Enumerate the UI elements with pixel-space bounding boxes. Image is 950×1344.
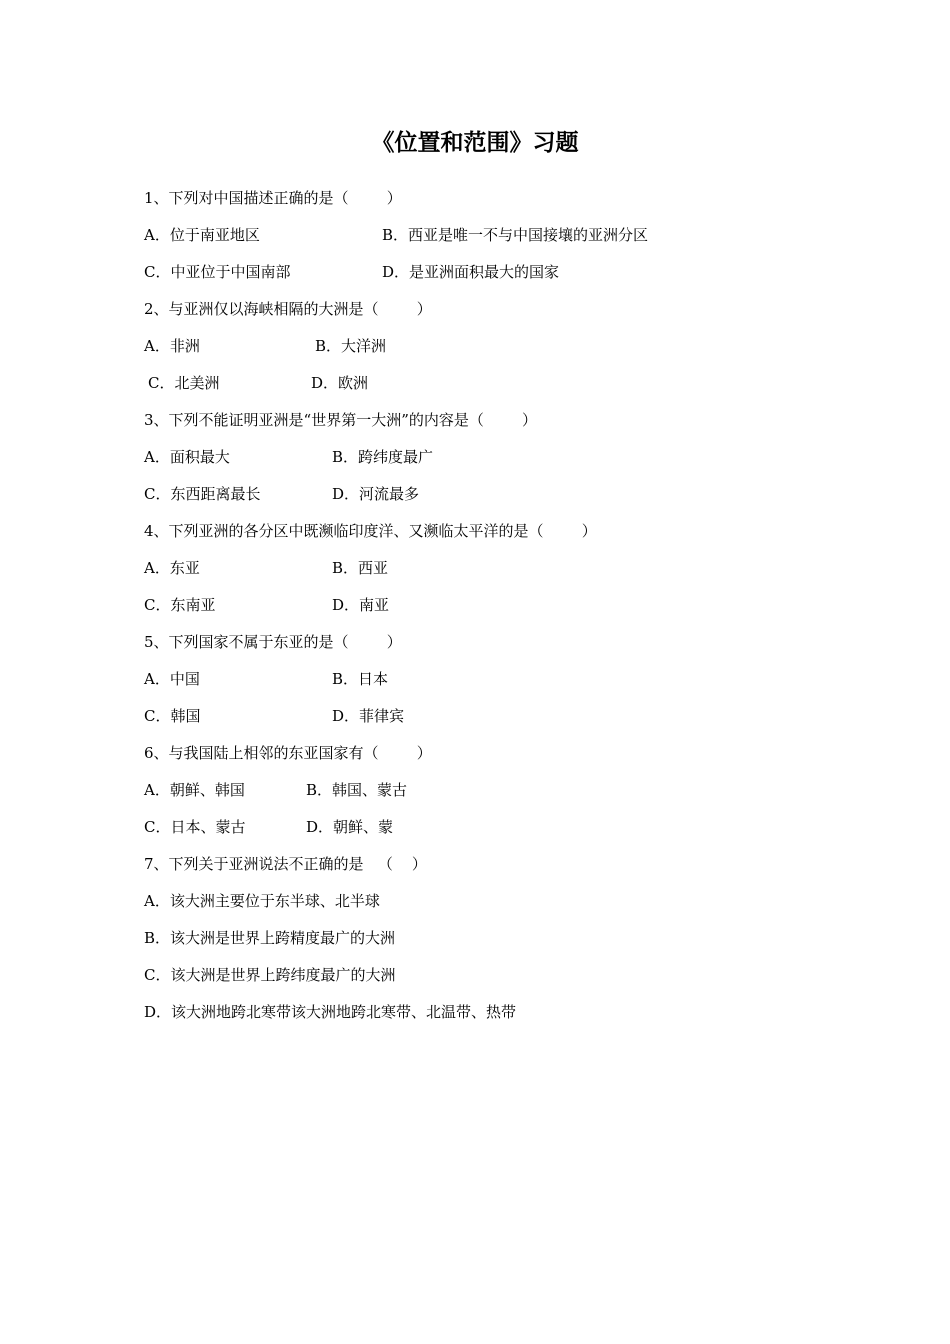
- question-4-option-c: C．东南亚: [144, 596, 216, 614]
- question-4-option-d: D．南亚: [332, 596, 390, 614]
- question-3-stem: 3、下列不能证明亚洲是“世界第一大洲”的内容是（ ）: [144, 411, 538, 429]
- question-2-option-d: D．欧洲: [311, 374, 369, 392]
- question-3-option-c: C．东西距离最长: [144, 485, 261, 503]
- question-5-option-c: C．韩国: [144, 707, 201, 725]
- question-6-option-d: D．朝鲜、蒙: [306, 818, 394, 836]
- page-title: 《位置和范围》习题: [371, 129, 579, 156]
- question-6-option-b: B．韩国、蒙古: [306, 781, 408, 799]
- question-3-option-b: B．跨纬度最广: [332, 448, 434, 466]
- question-7-option-a: A．该大洲主要位于东半球、北半球: [144, 892, 380, 910]
- question-2-stem: 2、与亚洲仅以海峡相隔的大洲是（ ）: [144, 300, 432, 318]
- question-7-stem: 7、下列关于亚洲说法不正确的是 （ ）: [144, 855, 427, 873]
- question-5-option-a: A．中国: [144, 670, 200, 688]
- question-1-stem: 1、下列对中国描述正确的是（ ）: [144, 189, 402, 207]
- question-6-option-c: C．日本、蒙古: [144, 818, 246, 836]
- question-2-option-a: A．非洲: [144, 337, 200, 355]
- question-7-option-d: D．该大洲地跨北寒带该大洲地跨北寒带、北温带、热带: [144, 1003, 517, 1021]
- question-1-option-d: D．是亚洲面积最大的国家: [382, 263, 560, 281]
- question-1-option-c: C．中亚位于中国南部: [144, 263, 291, 281]
- question-7-option-c: C．该大洲是世界上跨纬度最广的大洲: [144, 966, 396, 984]
- question-4-option-a: A．东亚: [144, 559, 200, 577]
- question-3-option-a: A．面积最大: [144, 448, 230, 466]
- question-5-option-b: B．日本: [332, 670, 389, 688]
- question-4-option-b: B．西亚: [332, 559, 389, 577]
- question-1-option-a: A．位于南亚地区: [144, 226, 260, 244]
- question-3-option-d: D．河流最多: [332, 485, 420, 503]
- question-5-stem: 5、下列国家不属于东亚的是（ ）: [144, 633, 402, 651]
- question-7-option-b: B．该大洲是世界上跨精度最广的大洲: [144, 929, 396, 947]
- question-1-option-b: B．西亚是唯一不与中国接壤的亚洲分区: [382, 226, 649, 244]
- question-6-option-a: A．朝鲜、韩国: [144, 781, 245, 799]
- question-2-option-b: B．大洋洲: [315, 337, 387, 355]
- question-5-option-d: D．菲律宾: [332, 707, 405, 725]
- question-6-stem: 6、与我国陆上相邻的东亚国家有（ ）: [144, 744, 432, 762]
- question-4-stem: 4、下列亚洲的各分区中既濒临印度洋、又濒临太平洋的是（ ）: [144, 522, 597, 540]
- question-2-option-c: C．北美洲: [148, 374, 220, 392]
